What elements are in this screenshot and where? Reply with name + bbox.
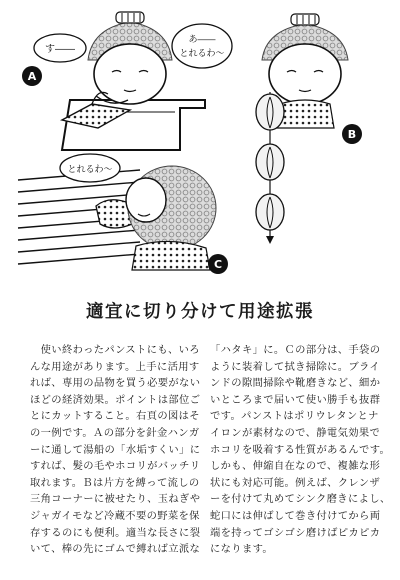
body-line: です。パンストはポリウレタンとナ xyxy=(210,410,379,423)
body-line: 存するのにも便利。適当な長さに裂 xyxy=(30,526,201,539)
bubble-text-a-right-1: あ―― xyxy=(188,35,216,45)
scene-a xyxy=(22,12,232,150)
onion-net xyxy=(256,92,284,244)
bubble-text-a-left: す―― xyxy=(45,44,75,55)
body-line: ほどの経済効果。ポイントは部位ご xyxy=(30,393,201,406)
body-line: いて、棒の先にゴムで縛れば立派な xyxy=(30,543,201,556)
body-line: の一例です。Ａの部分を針金ハンガ xyxy=(30,426,200,439)
body-line: になります。 xyxy=(210,543,274,556)
body-line: 使い終わったパンストにも、いろ xyxy=(30,344,200,356)
illustration xyxy=(0,0,400,285)
body-line: とにカットすること。右頁の図はそ xyxy=(30,410,200,423)
label-c: C xyxy=(213,258,223,271)
body-line: れば、専用の品物を買う必要がない xyxy=(30,377,201,390)
scene-c xyxy=(18,154,228,274)
woman-c xyxy=(126,166,216,270)
label-b: B xyxy=(347,128,357,141)
bubble-text-c: とれるわ〜 xyxy=(67,165,113,175)
body-line: ホコリを吸着する性質があるんです。 xyxy=(210,443,391,456)
body-line: 三角コーナーに被せたり、玉ねぎや xyxy=(30,493,201,506)
article-heading: 適宜に切り分けて用途拡張 xyxy=(86,302,314,322)
body-line: ンドの隙間掃除や靴磨きなど、細か xyxy=(210,377,381,390)
bubble-text-a-right-2: とれるわ〜 xyxy=(179,49,225,59)
woman-a xyxy=(88,12,172,104)
body-line: 「ハタキ」に。Ｃの部分は、手袋の xyxy=(210,344,381,356)
body-line: 状にも対応可能。例えば、クレンザ xyxy=(210,476,381,489)
label-a: A xyxy=(27,70,37,83)
body-line: すれば、髪の毛やホコリがバッチリ xyxy=(30,460,201,473)
body-line: ーに通して湯船の「水垢すくい」に xyxy=(30,443,201,456)
body-line: んな用途があります。上手に活用す xyxy=(30,360,200,373)
body-line: イロンが素材なので、静電気効果で xyxy=(210,426,381,439)
scene-b xyxy=(256,14,362,244)
body-line: 端を持ってゴシゴシ磨けばピカピカ xyxy=(210,526,381,539)
body-line: ジャガイモなど冷蔵不要の野菜を保 xyxy=(30,509,200,522)
body-line: ように装着して拭き掃除に。ブライ xyxy=(210,360,381,373)
body-line: いところまで届いて使い勝手も抜群 xyxy=(210,393,381,406)
body-line: しかも、伸縮自在なので、複雑な形 xyxy=(210,460,381,473)
body-line: 取れます。Ｂは片方を縛って流しの xyxy=(30,476,200,489)
body-line: ーを付けて丸めてシンク磨きによし、 xyxy=(210,493,391,506)
speech-bubble-a-right xyxy=(172,24,232,68)
article-body-right xyxy=(210,342,391,558)
body-line: 蛇口には伸ばして巻き付けてから両 xyxy=(210,509,381,522)
article-body-left xyxy=(30,342,200,558)
